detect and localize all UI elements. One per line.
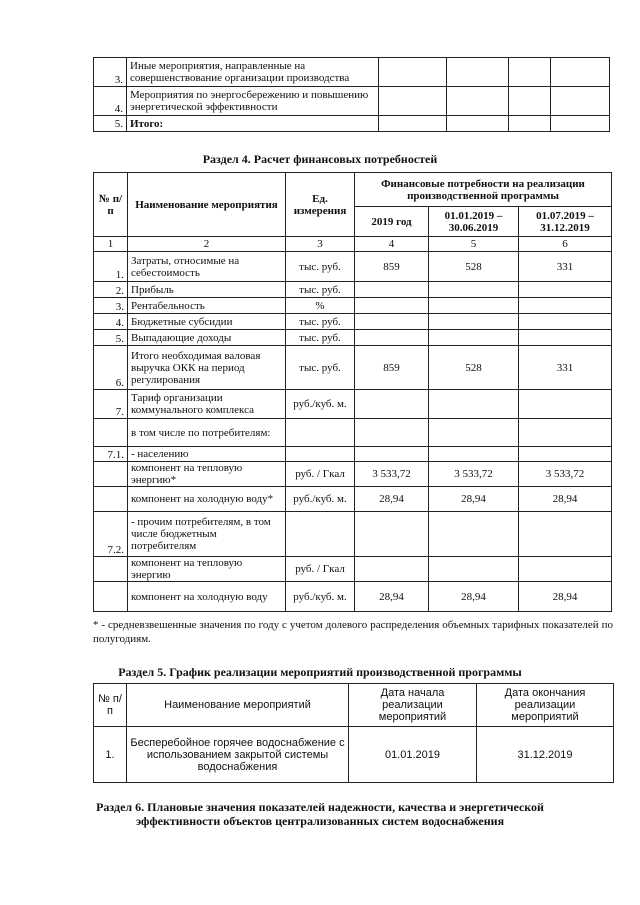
row-name: Прибыль xyxy=(128,282,286,298)
row-num: 4. xyxy=(94,314,128,330)
row-num: 6. xyxy=(94,346,128,390)
table-row xyxy=(94,330,612,346)
table-row xyxy=(94,58,610,87)
row-value xyxy=(429,330,519,346)
row-value xyxy=(355,512,429,557)
section4-title: Раздел 4. Расчет финансовых потребностей xyxy=(202,152,438,166)
row-name: Бюджетные субсидии xyxy=(128,314,286,330)
row-name: Итого необходимая валовая выручка ОКК на период регулирования xyxy=(128,346,286,390)
row-value: 28,94 xyxy=(355,487,429,512)
row-unit xyxy=(286,512,355,557)
row-num: 7.2. xyxy=(94,512,128,557)
row-name: Рентабельность xyxy=(128,298,286,314)
row-value: 331 xyxy=(519,346,612,390)
row-value xyxy=(355,314,429,330)
row-num: 1. xyxy=(94,252,128,282)
table-row xyxy=(94,314,612,330)
index-cell: 6 xyxy=(519,237,612,252)
row-num xyxy=(94,462,128,487)
table-row xyxy=(94,390,612,419)
row-name: Иные мероприятия, направленные на совершенствование организации производства xyxy=(127,58,379,87)
header-name: Наименование мероприятия xyxy=(128,173,286,237)
header-h1: 01.01.2019 – 30.06.2019 xyxy=(429,207,519,237)
row-value xyxy=(519,512,612,557)
row-name: в том числе по потребителям: xyxy=(128,419,286,447)
row-value xyxy=(429,298,519,314)
row-value xyxy=(355,298,429,314)
header-name: Наименование мероприятий xyxy=(127,684,349,727)
row-value xyxy=(355,330,429,346)
row-unit: руб./куб. м. xyxy=(286,487,355,512)
row-num: 4. xyxy=(94,87,127,116)
row-value xyxy=(355,419,429,447)
row-start: 01.01.2019 xyxy=(349,727,477,783)
header-h2: 01.07.2019 – 31.12.2019 xyxy=(519,207,612,237)
row-value xyxy=(429,447,519,462)
row-unit: руб. / Гкал xyxy=(286,557,355,582)
row-value: 528 xyxy=(429,346,519,390)
table-row xyxy=(94,557,612,582)
table-row xyxy=(94,462,612,487)
row-value xyxy=(519,390,612,419)
schedule-table xyxy=(93,683,614,783)
row-value xyxy=(519,298,612,314)
row-value: 528 xyxy=(429,252,519,282)
table-row xyxy=(94,447,612,462)
row-unit: тыс. руб. xyxy=(286,346,355,390)
row-value xyxy=(429,282,519,298)
row-num: 7. xyxy=(94,390,128,419)
row-num: 1. xyxy=(94,727,127,783)
row-unit: руб. / Гкал xyxy=(286,462,355,487)
row-unit: тыс. руб. xyxy=(286,252,355,282)
row-num xyxy=(94,582,128,612)
row-unit: тыс. руб. xyxy=(286,330,355,346)
row-unit: тыс. руб. xyxy=(286,314,355,330)
row-value xyxy=(429,419,519,447)
section6-title-line1: Раздел 6. Плановые значения показателей надежности, качества и энергетической xyxy=(96,800,544,814)
row-value: 3 533,72 xyxy=(355,462,429,487)
row-value: 28,94 xyxy=(355,582,429,612)
row-value: 28,94 xyxy=(429,582,519,612)
header-unit: Ед. измерения xyxy=(286,173,355,237)
table-row xyxy=(94,582,612,612)
row-num: 5. xyxy=(94,116,127,132)
row-name: Затраты, относимые на себестоимость xyxy=(128,252,286,282)
row-unit: % xyxy=(286,298,355,314)
row-num xyxy=(94,487,128,512)
row-value xyxy=(519,282,612,298)
header-num: № п/п xyxy=(94,684,127,727)
table-row xyxy=(94,419,612,447)
row-num: 7.1. xyxy=(94,447,128,462)
row-value: 859 xyxy=(355,346,429,390)
row-value xyxy=(429,512,519,557)
row-name: Мероприятия по энергосбережению и повышению энергетической эффективности xyxy=(127,87,379,116)
row-value: 3 533,72 xyxy=(519,462,612,487)
row-value xyxy=(429,314,519,330)
header-fin: Финансовые потребности на реализации производственной программы xyxy=(355,173,612,207)
row-unit xyxy=(286,419,355,447)
row-num xyxy=(94,419,128,447)
row-name: - населению xyxy=(128,447,286,462)
index-row xyxy=(94,237,612,252)
table-row xyxy=(94,512,612,557)
row-value xyxy=(519,419,612,447)
row-name: компонент на тепловую энергию xyxy=(128,557,286,582)
table-row xyxy=(94,727,614,783)
row-name: Бесперебойное горячее водоснабжение с использованием закрытой системы водоснабжения xyxy=(127,727,349,783)
index-cell: 3 xyxy=(286,237,355,252)
row-value xyxy=(429,557,519,582)
index-cell: 4 xyxy=(355,237,429,252)
table-row xyxy=(94,298,612,314)
header-2019: 2019 год xyxy=(355,207,429,237)
table-row xyxy=(94,87,610,116)
row-value xyxy=(355,557,429,582)
header-end: Дата окончания реализации мероприятий xyxy=(477,684,614,727)
row-value: 28,94 xyxy=(429,487,519,512)
index-cell: 5 xyxy=(429,237,519,252)
index-cell: 2 xyxy=(128,237,286,252)
row-end: 31.12.2019 xyxy=(477,727,614,783)
row-value xyxy=(429,390,519,419)
row-name: Итого: xyxy=(127,116,379,132)
row-num: 5. xyxy=(94,330,128,346)
row-name: компонент на холодную воду* xyxy=(128,487,286,512)
table-row xyxy=(94,346,612,390)
row-value: 859 xyxy=(355,252,429,282)
row-num xyxy=(94,557,128,582)
row-unit: руб./куб. м. xyxy=(286,582,355,612)
row-value xyxy=(519,447,612,462)
row-name: компонент на холодную воду xyxy=(128,582,286,612)
row-unit xyxy=(286,447,355,462)
row-name: Тариф организации коммунального комплекса xyxy=(128,390,286,419)
row-name: - прочим потребителям, в том числе бюджетным потребителям xyxy=(128,512,286,557)
row-value xyxy=(355,447,429,462)
row-unit: тыс. руб. xyxy=(286,282,355,298)
table-row xyxy=(94,487,612,512)
row-value xyxy=(519,557,612,582)
row-value: 28,94 xyxy=(519,582,612,612)
table-row xyxy=(94,252,612,282)
row-name: компонент на тепловую энергию* xyxy=(128,462,286,487)
footnote: * - средневзвешенные значения по году с учетом долевого распределения объемных тарифных показателей по полугодиям. xyxy=(93,619,613,645)
index-cell: 1 xyxy=(94,237,128,252)
row-name: Выпадающие доходы xyxy=(128,330,286,346)
row-num: 3. xyxy=(94,298,128,314)
row-value: 28,94 xyxy=(519,487,612,512)
row-value xyxy=(519,314,612,330)
row-value: 3 533,72 xyxy=(429,462,519,487)
row-num: 2. xyxy=(94,282,128,298)
section5-title: Раздел 5. График реализации мероприятий производственной программы xyxy=(118,665,522,679)
header-num: № п/п xyxy=(94,173,128,237)
table-row xyxy=(94,282,612,298)
row-unit: руб./куб. м. xyxy=(286,390,355,419)
top-table xyxy=(93,57,610,132)
row-value xyxy=(355,390,429,419)
finance-table xyxy=(93,172,612,612)
row-num: 3. xyxy=(94,58,127,87)
section6-title-line2: эффективности объектов централизованных систем водоснабжения xyxy=(135,814,505,828)
header-start: Дата начала реализации мероприятий xyxy=(349,684,477,727)
row-value xyxy=(519,330,612,346)
row-value xyxy=(355,282,429,298)
table-row xyxy=(94,116,610,132)
row-value: 331 xyxy=(519,252,612,282)
